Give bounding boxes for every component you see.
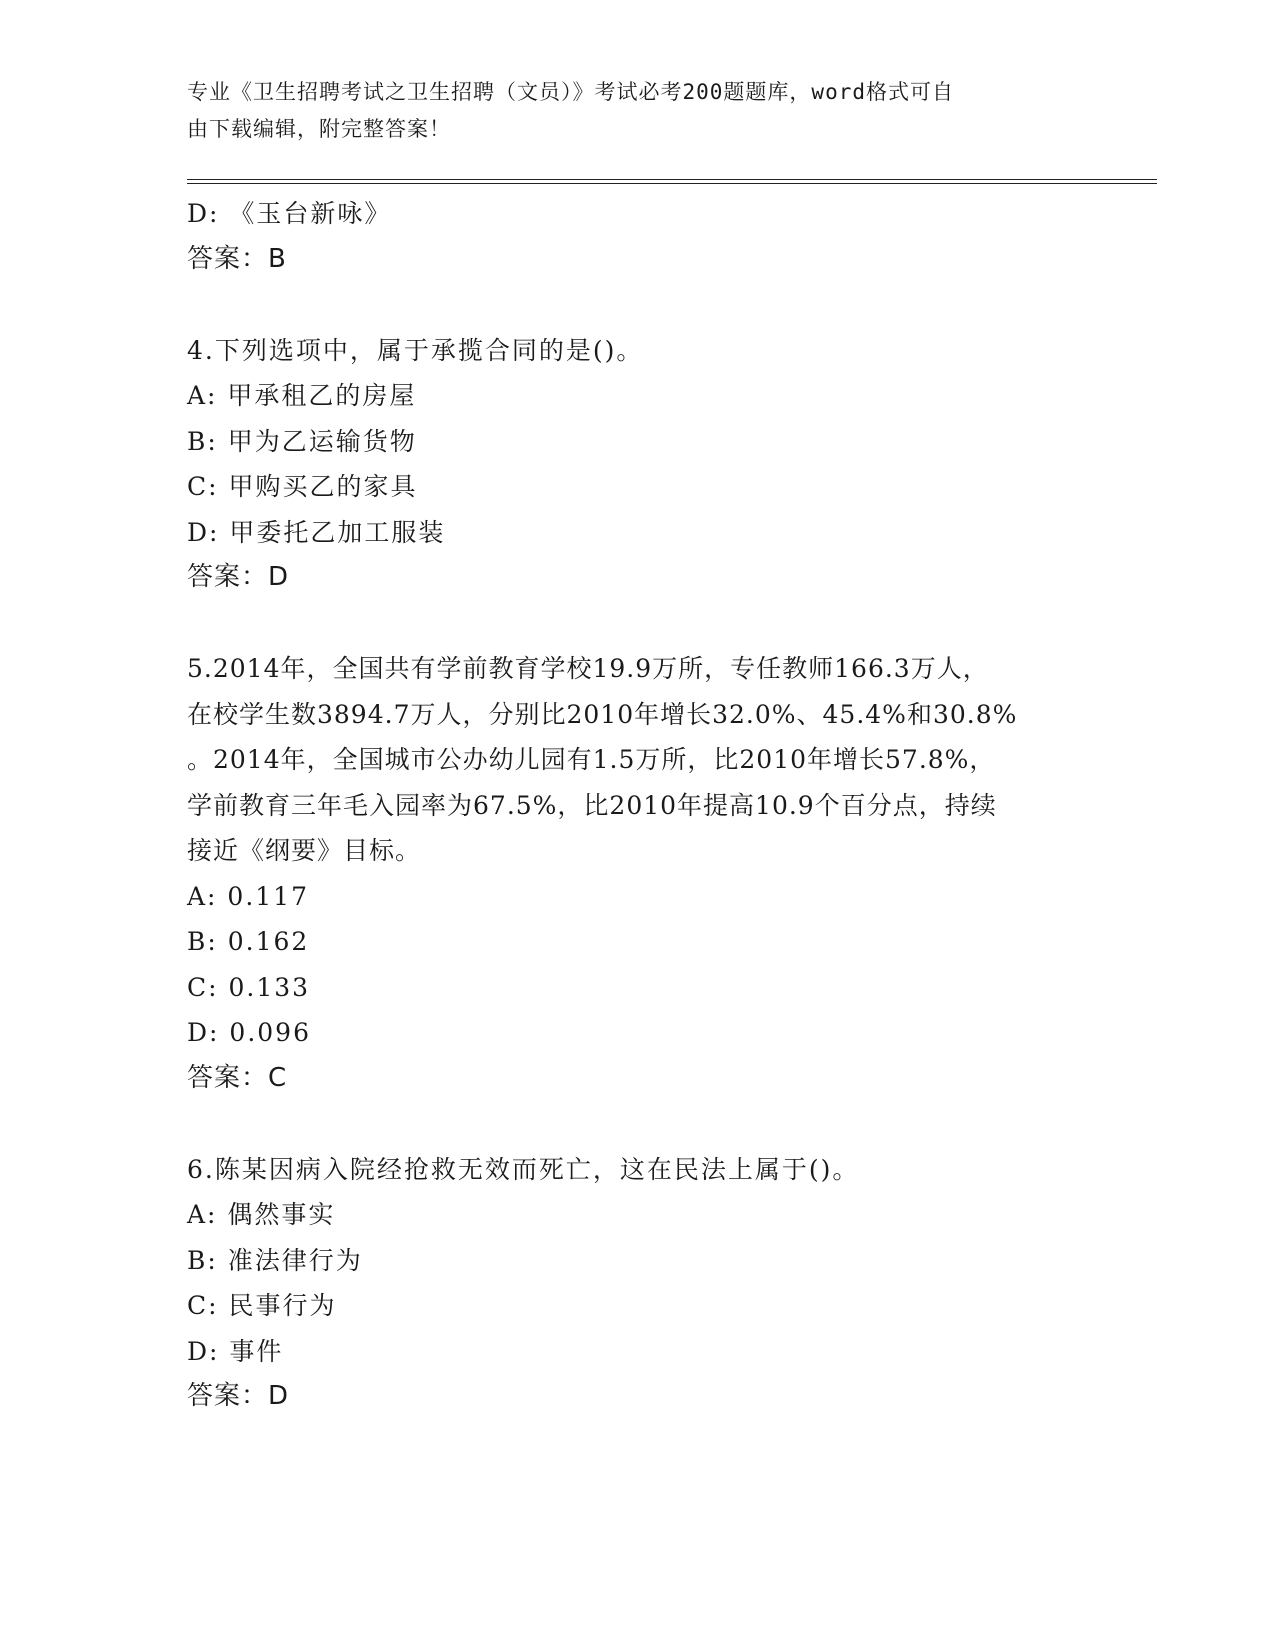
header-line-2: 由下载编辑，附完整答案！ [187,117,451,141]
option-c: C: 0.133 [187,972,311,1002]
question-4 [187,328,1087,601]
question-stem: 4.下列选项中，属于承揽合同的是()。 [187,335,644,365]
option-b: B: 准法律行为 [187,1245,363,1275]
option-a: A: 0.117 [187,881,309,911]
option-d: D: 甲委托乙加工服装 [187,517,446,547]
option-b: B: 0.162 [187,927,310,956]
option-c: C: 甲购买乙的家具 [187,472,418,501]
question-stem: 6.陈某因病入院经抢救无效而死亡，这在民法上属于()。 [187,1154,860,1184]
question-stem-line-1: 5.2014年，全国共有学前教育学校19.9万所，专任教师166.3万人， [187,654,989,683]
header-divider-bottom [187,183,1157,184]
question-5 [187,646,1087,1101]
question-stem-line-2: 在校学生数3894.7万人，分别比2010年增长32.0%、45.4%和30.8% [187,699,1018,729]
option-d: D: 0.096 [187,1018,311,1047]
option-a: A: 偶然事实 [187,1200,336,1229]
option-d: D: 事件 [187,1336,284,1366]
question-list [187,191,1087,1420]
question-3-tail [187,191,1087,282]
option-b: B: 甲为乙运输货物 [187,426,417,456]
answer-line: 答案：D [187,1381,290,1411]
option-d: D: 《玉台新咏》 [187,199,392,228]
header-line-1: 专业《卫生招聘考试之卫生招聘（文员）》考试必考200题题库，word格式可自 [187,80,954,104]
header-divider-top [187,179,1157,180]
question-stem-line-3: 。2014年，全国城市公办幼儿园有1.5万所，比2010年增长57.8%， [187,745,996,774]
answer-line: 答案：B [187,243,287,274]
question-stem-line-4: 学前教育三年毛入园率为67.5%，比2010年提高10.9个百分点，持续 [187,790,997,820]
question-stem-line-5: 接近《纲要》目标。 [187,836,422,865]
option-a: A: 甲承租乙的房屋 [187,381,417,410]
answer-line: 答案：D [187,562,290,592]
option-c: C: 民事行为 [187,1291,337,1320]
answer-line: 答案：C [187,1062,288,1093]
question-6 [187,1147,1087,1420]
document-header [187,74,1067,148]
